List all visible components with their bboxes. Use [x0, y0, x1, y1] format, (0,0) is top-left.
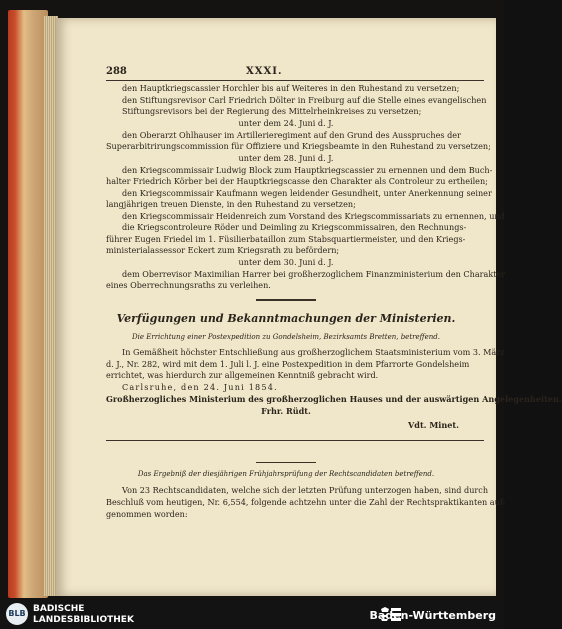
text-line: ministerialassessor Eckert zum Kriegsrath zu befördern; [106, 245, 340, 255]
text-line: den Kriegscommissair Kaufmann wegen leidender Gesundheit, unter Anerkennung seiner [122, 188, 492, 198]
text-line: führer Eugen Friedel im 1. Füsilierbataillon zum Stabsquartiermeister, und den Kriegs- [106, 234, 466, 244]
date-line: unter dem 24. Juni d. J. [238, 118, 334, 128]
section-divider [256, 462, 316, 463]
section-number: XXXI. [246, 66, 283, 77]
text-line: den Hauptkriegscassier Horchler bis auf Weiteres in den Ruhestand zu versetzen; [122, 83, 460, 93]
text-line: Superarbitrirungscommission für Offiziere und Kriegsbeamte in den Ruhestand zu versetzen; [106, 141, 491, 151]
text-line: Stiftungsrevisors bei der Regierung des Mittelrheinkreises zu versetzen; [122, 106, 422, 116]
text-line: eines Oberrechnungsraths zu verleihen. [106, 280, 271, 290]
text-line: halter Friedrich Körber bei der Hauptkriegscasse den Charakter als Controleur zu ertheilen; [106, 176, 488, 186]
text-line: den Kriegscommissair Heidenreich zum Vorstand des Kriegscommissariats zu ernennen, und [122, 211, 505, 221]
library-line2: LANDESBIBLIOTHEK [33, 615, 134, 625]
subheading: Das Ergebniß der diesjährigen Frühjahrsprüfung der Rechtscandidaten betreffend. [137, 470, 435, 478]
text-line: d. J., Nr. 282, wird mit dem 1. Juli l. J. eine Postexpedition in dem Pfarrorte Gondelsheim [106, 359, 470, 369]
blb-logo-icon[interactable]: BLB [6, 603, 28, 625]
text-line: In Gemäßheit höchster Entschließung aus großherzoglichem Staatsministerium vom 3. März [122, 347, 505, 357]
library-line1: BADISCHE [33, 604, 85, 614]
place-date: Carlsruhe, den 24. Juni 1854. [122, 382, 278, 392]
text-line: genommen worden: [106, 509, 188, 519]
signer: Frhr. Rüdt. [261, 406, 311, 416]
text-line: den Oberarzt Ohlhauser im Artillerieregiment auf den Grund des Ausspruches der [122, 130, 461, 140]
viewer-footer [0, 600, 504, 629]
book-page [56, 18, 562, 596]
book-spine [8, 10, 48, 598]
date-line: unter dem 28. Juni d. J. [238, 153, 334, 163]
ministry-line: Großherzogliches Ministerium des großherzoglichen Hauses und der auswärtigen Angelegenheiten. [106, 394, 562, 404]
text-line: Beschluß vom heutigen, Nr. 6,554, folgende achtzehn unter die Zahl der Rechtspraktikanten auf- [106, 497, 506, 507]
text-line: errichtet, was hierdurch zur allgemeinen Kenntniß gebracht wird. [106, 370, 379, 380]
section-heading: Verfügungen und Bekanntmachungen der Ministerien. [116, 312, 456, 325]
section-rule [106, 440, 484, 441]
library-name[interactable] [33, 604, 134, 626]
text-line: Von 23 Rechtscandidaten, welche sich der letzten Prüfung unterzogen haben, sind durch [122, 485, 489, 495]
countersign: Vdt. Minet. [408, 420, 459, 430]
text-line: den Stiftungsrevisor Carl Friedrich Dölter in Freiburg auf die Stelle eines evangelischen [122, 95, 487, 105]
subheading: Die Errichtung einer Postexpedition zu Gondelsheim, Bezirksamts Bretten, betreffend. [132, 333, 440, 341]
header-rule [106, 80, 484, 81]
date-line: unter dem 30. Juni d. J. [238, 257, 334, 267]
state-name[interactable]: Baden-Württemberg [369, 609, 496, 622]
text-line: den Kriegscommissair Ludwig Block zum Hauptkriegscassier zu ernennen und dem Buch- [122, 165, 493, 175]
page-number: 288 [106, 66, 127, 77]
text-line: die Kriegscontroleure Röder und Deimling zu Kriegscommissairen, den Rechnungs- [122, 222, 467, 232]
section-divider [256, 299, 316, 301]
page-header [106, 66, 466, 80]
text-line: dem Oberrevisor Maximilian Harrer bei großherzoglichem Finanzministerium den Charakter [122, 269, 506, 279]
text-line: langjährigen treuen Dienste, in den Ruhestand zu versetzen; [106, 199, 356, 209]
